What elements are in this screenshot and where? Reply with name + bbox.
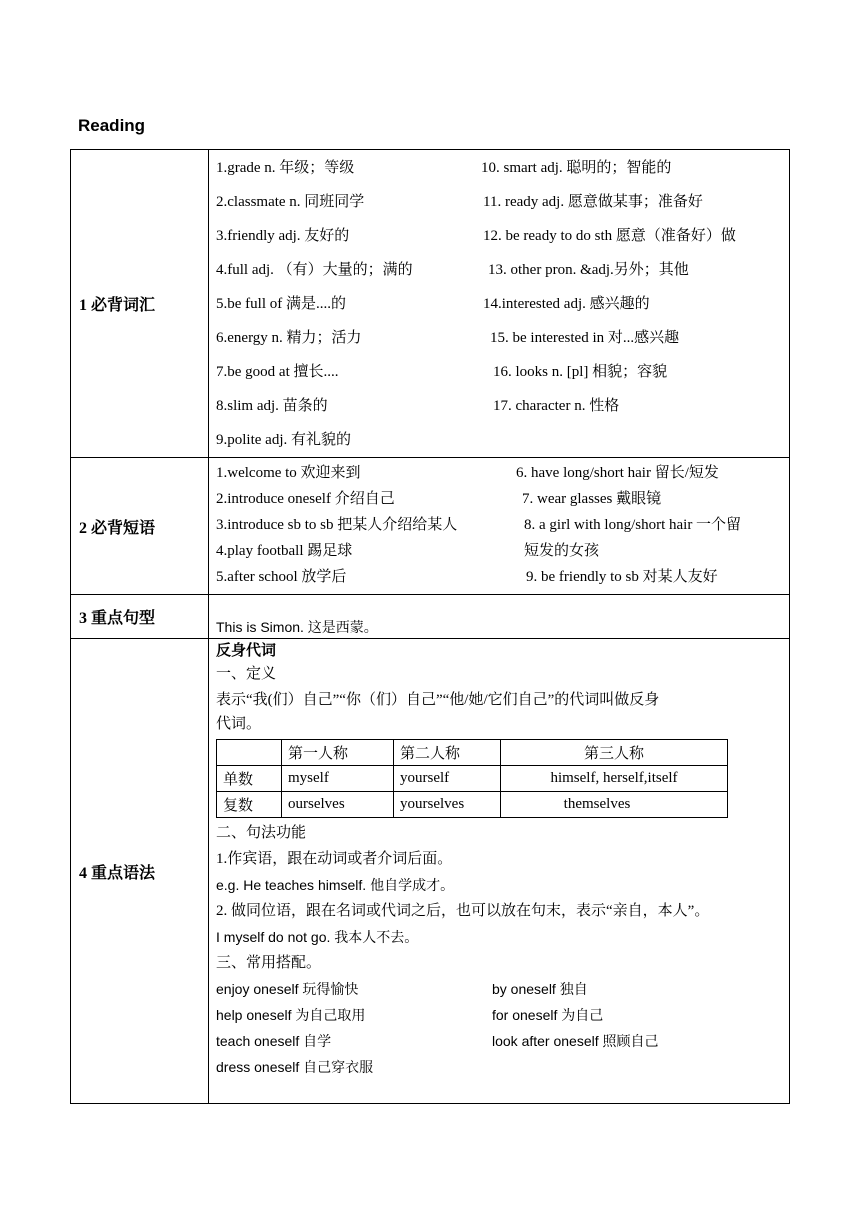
list-item-right: 6. have long/short hair 留长/短发 [516, 465, 719, 481]
list-item-left: 3.introduce sb to sb 把某人介绍给某人 [216, 517, 458, 533]
function-2-example: I myself do not go. 我本人不去。 [216, 929, 419, 945]
function-1-example: e.g. He teaches himself. 他自学成才。 [216, 877, 455, 893]
list-item-left: 1.welcome to 欢迎来到 [216, 465, 361, 481]
pronoun-cell: 复数 [217, 792, 282, 818]
list-item-left: 8.slim adj. 苗条的 [216, 398, 328, 414]
list-item-right: 17. character n. 性格 [493, 398, 620, 414]
sentence-label: 3 重点句型 [71, 595, 209, 639]
function-2: 2. 做同位语，跟在名词或代词之后，也可以放在句末，表示“亲自，本人”。 [216, 903, 710, 919]
pronoun-header-cell: 第三人称 [501, 740, 728, 766]
list-item [216, 564, 789, 590]
list-item [216, 423, 789, 457]
collocation-right: look after oneself 照顾自己 [492, 1033, 659, 1049]
grammar-content [209, 639, 790, 1104]
list-item-right: 9. be friendly to sb 对某人友好 [526, 569, 718, 585]
pronoun-table-row [217, 766, 728, 792]
list-item-right: 15. be interested in 对...感兴趣 [490, 330, 680, 346]
study-table [70, 149, 790, 1104]
list-item [216, 512, 789, 538]
definition-line-1: 表示“我(们）自己”“你（们）自己”“他/她/它们自己”的代词叫做反身 [216, 692, 660, 708]
list-item-right: 16. looks n. [pl] 相貌；容貌 [493, 364, 668, 380]
pronoun-cell: 单数 [217, 766, 282, 792]
list-item-left: 7.be good at 擅长.... [216, 364, 339, 380]
list-item [216, 486, 789, 512]
list-item [216, 460, 789, 486]
collocation-row [216, 1002, 785, 1028]
list-item-left: 4.play football 踢足球 [216, 543, 353, 559]
key-sentence: This is Simon. 这是西蒙。 [216, 619, 378, 635]
phrase-row [71, 458, 790, 595]
pronoun-cell: themselves [501, 792, 728, 818]
grammar-label: 4 重点语法 [71, 639, 209, 1104]
list-item-right: 8. a girl with long/short hair 一个留 [524, 517, 742, 533]
list-item-right: 7. wear glasses 戴眼镜 [522, 491, 662, 507]
list-item-left: 6.energy n. 精力；活力 [216, 330, 362, 346]
sentence-content [209, 595, 790, 639]
list-item-left: 1.grade n. 年级；等级 [216, 160, 355, 176]
vocab-content [209, 150, 790, 458]
pronoun-header-cell [217, 740, 282, 766]
pronoun-table [216, 739, 728, 818]
function-heading: 二、句法功能 [216, 825, 307, 841]
list-item [216, 287, 789, 321]
page-heading: Reading [78, 116, 146, 135]
pronoun-cell: yourselves [394, 792, 501, 818]
list-item-left: 2.introduce oneself 介绍自己 [216, 491, 395, 507]
phrase-content [209, 458, 790, 595]
collocation-left: dress oneself 自己穿衣服 [216, 1059, 374, 1075]
list-item [216, 219, 789, 253]
list-item-right: 14.interested adj. 感兴趣的 [483, 296, 650, 312]
vocab-label: 1 必背词汇 [71, 150, 209, 458]
pronoun-cell: yourself [394, 766, 501, 792]
list-item [216, 355, 789, 389]
list-item-left: 5.be full of 满是....的 [216, 296, 346, 312]
list-item [216, 389, 789, 423]
list-item-left: 9.polite adj. 有礼貌的 [216, 432, 351, 448]
pronoun-cell: himself, herself,itself [501, 766, 728, 792]
collocation-right: by oneself 独自 [492, 981, 588, 997]
list-item [216, 151, 789, 185]
collocation-row [216, 976, 785, 1002]
definition-heading: 一、定义 [216, 666, 277, 682]
collocation-left: teach oneself 自学 [216, 1033, 332, 1049]
list-item-right: 10. smart adj. 聪明的；智能的 [481, 160, 672, 176]
definition-line-2: 代词。 [216, 716, 262, 732]
collocation-heading: 三、常用搭配。 [216, 955, 322, 971]
collocation-row [216, 1028, 785, 1054]
list-item [216, 538, 789, 564]
pronoun-table-row [217, 792, 728, 818]
pronoun-cell: ourselves [282, 792, 394, 818]
grammar-title: 反身代词 [216, 642, 277, 659]
list-item-left: 5.after school 放学后 [216, 569, 347, 585]
grammar-row [71, 639, 790, 1104]
list-item-left: 3.friendly adj. 友好的 [216, 228, 350, 244]
list-item-right: 12. be ready to do sth 愿意（准备好）做 [483, 228, 736, 244]
phrase-label: 2 必背短语 [71, 458, 209, 595]
list-item [216, 253, 789, 287]
list-item-left: 4.full adj. （有）大量的；满的 [216, 262, 413, 278]
function-1: 1.作宾语，跟在动词或者介词后面。 [216, 851, 453, 867]
list-item [216, 185, 789, 219]
collocation-row [216, 1054, 785, 1080]
list-item-left: 2.classmate n. 同班同学 [216, 194, 365, 210]
collocation-left: enjoy oneself 玩得愉快 [216, 981, 359, 997]
list-item [216, 321, 789, 355]
collocation-left: help oneself 为自己取用 [216, 1007, 366, 1023]
collocation-right: for oneself 为自己 [492, 1007, 604, 1023]
vocab-row [71, 150, 790, 458]
list-item-right: 短发的女孩 [524, 543, 600, 559]
pronoun-header-cell: 第一人称 [282, 740, 394, 766]
pronoun-table-header [217, 740, 728, 766]
pronoun-cell: myself [282, 766, 394, 792]
list-item-right: 13. other pron. &adj.另外；其他 [488, 262, 689, 278]
list-item-right: 11. ready adj. 愿意做某事；准备好 [483, 194, 703, 210]
pronoun-header-cell: 第二人称 [394, 740, 501, 766]
sentence-row [71, 595, 790, 639]
